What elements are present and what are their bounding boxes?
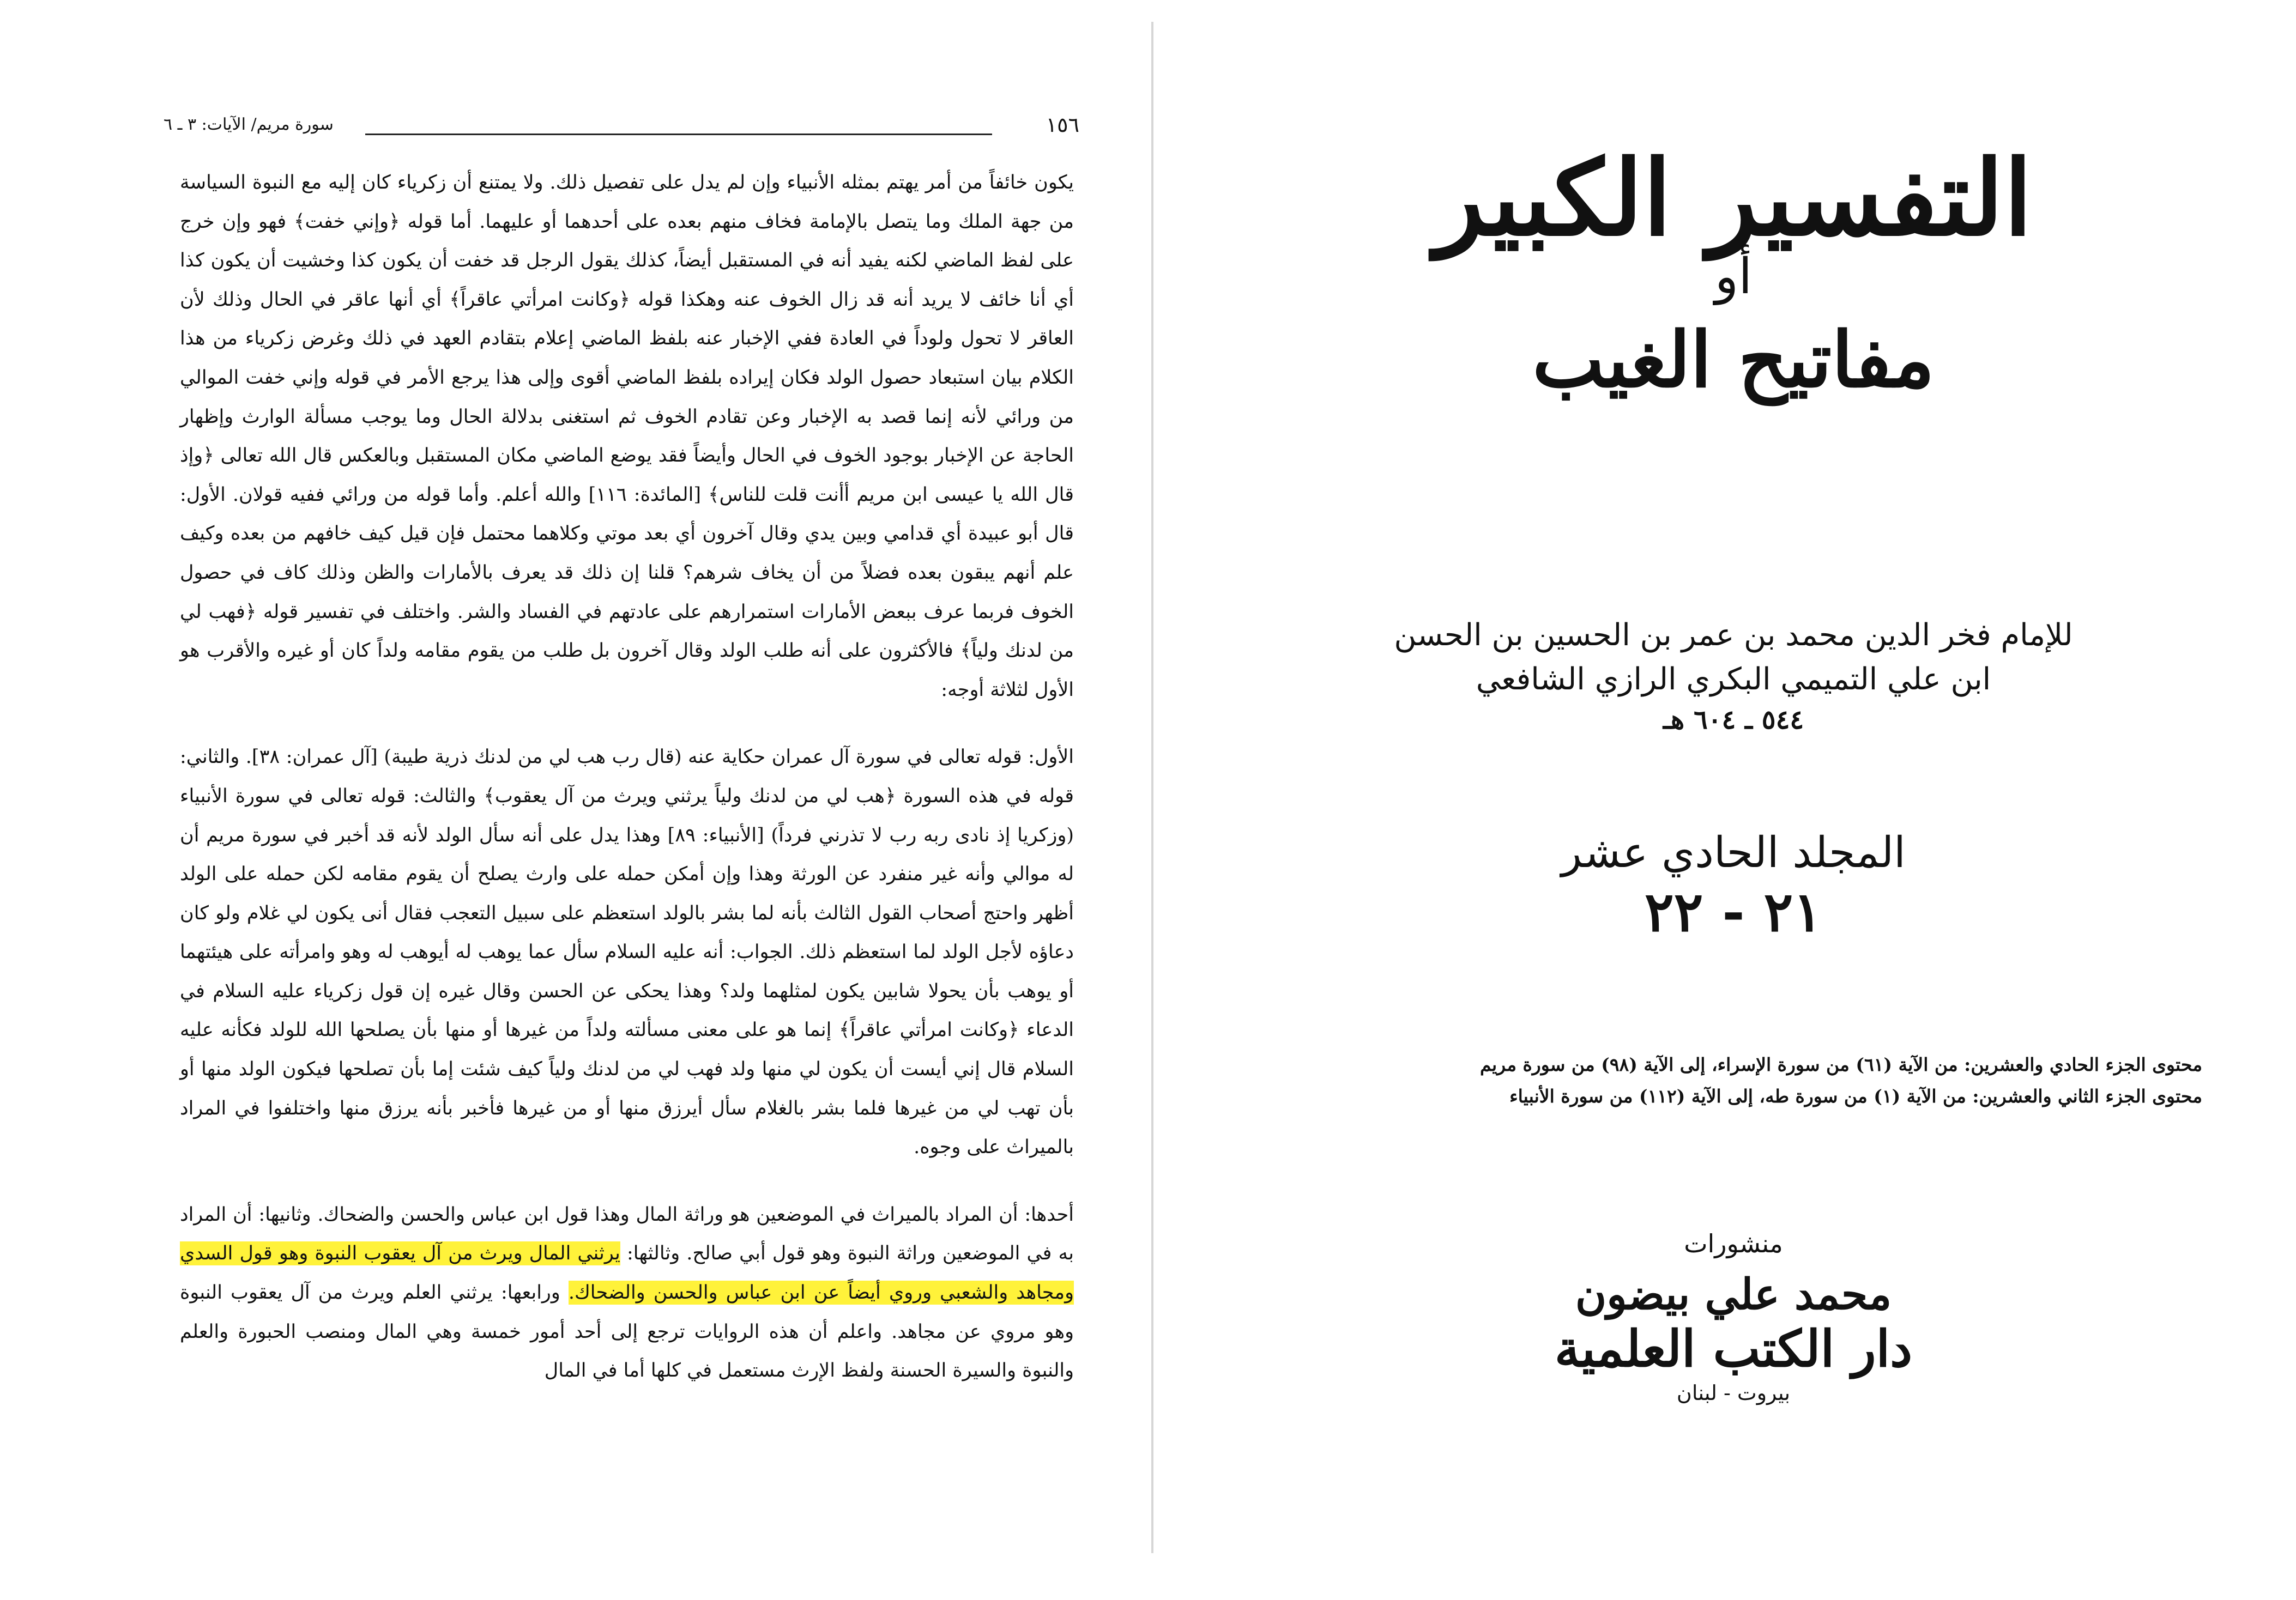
running-head xyxy=(164,112,1079,150)
author-name-line1: للإمام فخر الدين محمد بن عمر بن الحسين بن الحسن xyxy=(1394,617,2073,653)
book-title: التفسير الكبير xyxy=(1434,137,2033,259)
paragraph-text-after: ورابعها: يرثني العلم ويرث من آل يعقوب النبوة وهو مروي عن مجاهد. واعلم أن هذه الروايات ترجع إلى أحد أمور خمسة وهي المال ومنصب الحبورة والعلم والنبوة والسيرة الحسنة ولفظ الإرث مستعمل في كلها أما في المال xyxy=(180,1282,1074,1382)
volume-label: المجلد الحادي عشر xyxy=(1561,828,1906,877)
volume-block xyxy=(1483,826,1984,943)
author-name-line2: ابن علي التميمي البكري الرازي الشافعي xyxy=(1476,662,1991,698)
publisher-label: منشورات xyxy=(1684,1229,1783,1258)
highlighted-passage: يرثني المال ويرث من آل يعقوب النبوة وهو قول السدي ومجاهد والشعبي وروي أيضاً عن ابن عباس والحسن والضحاك. xyxy=(180,1243,1074,1304)
contents-block xyxy=(1270,1049,2202,1112)
paragraph-text-before: أحدها: أن المراد بالميراث في الموضعين هو وراثة المال وهذا قول ابن عباس والحسن والضحاك. وثانيها: أن المراد به في الموضعين وراثة النبوة وهو قول أبي صالح. وثالثها: xyxy=(180,1203,1074,1265)
publisher-name: محمد علي بيضون xyxy=(1575,1270,1892,1319)
gutter-divider xyxy=(1151,22,1153,1553)
title-block xyxy=(1395,136,2071,406)
author-block xyxy=(1352,613,2115,735)
publisher-city: بيروت - لبنان xyxy=(1676,1381,1791,1405)
book-subtitle: مفاتيح الغيب xyxy=(1532,316,1935,405)
publisher-block xyxy=(1548,1229,1919,1405)
publisher-house: دار الكتب العلمية xyxy=(1554,1319,1913,1378)
running-head-rule xyxy=(365,134,992,135)
running-head-title: سورة مريم/ الآيات: ٣ ـ ٦ xyxy=(164,115,334,134)
paragraph: الأول: قوله تعالى في سورة آل عمران حكاية عنه (قال رب هب لي من لدنك ذرية طيبة) [آل عمران: ٣٨]. والثاني: قوله في هذه السورة ﴿هب لي من لدنك ولياً يرثني ويرث من آل يعقوب﴾ والثالث: قوله تعالى في سورة الأنبياء (وزكريا إذ نادى ربه رب لا تذرني فرداً) [الأنبياء: ٨٩] وهذا يدل على أنه سأل الولد لأنه قد أخبر في سورة مريم أن له موالي وأنه غير منفرد عن الورثة وهذا وإن أمكن حمله على وارث يصلح أن يقوم مقامه لكن حمله على الولد أظهر واحتج أصحاب القول الثالث بأنه لما بشر بالولد استعظم على سبيل التعجب فقال أنى يكون لي غلام ولو كان دعاؤه لأجل الولد لما استعظم ذلك. الجواب: أنه عليه السلام سأل عما يوهب له أيوهب له وهو وامرأته على هيئتهما أو يوهب بأن يحولا شابين يكون لمثلهما ولد؟ وهذا يحكى عن الحسن وقال غيره إن قول زكرياء عليه السلام في الدعاء ﴿وكانت امرأتي عاقراً﴾ إنما هو على معنى مسألته ولداً من غيرها أو منها بأن يصلحها الله للولد فكأنه عليه السلام قال إني أيست أن يكون لي منها ولد فهب لي من لدنك ولياً كيف شئت إما بأن تصلحها فيكون الولد منها أو بأن تهب لي من غيرها فلما بشر بالغلام سأل أيرزق منها أو من غيرها فأخبر بأنه يرزق منها واختلفوا في المراد بالميراث على وجوه. xyxy=(180,746,1074,1159)
paragraph-highlighted xyxy=(180,1196,1074,1391)
contents-line: محتوى الجزء الحادي والعشرين: من الآية (٦١) من سورة الإسراء، إلى الآية (٩٨) من سورة مريم xyxy=(1479,1054,2202,1075)
left-page xyxy=(0,0,1145,1600)
right-page xyxy=(1156,0,2296,1600)
volume-parts: ٢١ - ٢٢ xyxy=(1645,880,1822,944)
contents-line: محتوى الجزء الثاني والعشرين: من الآية (١) من سورة طه، إلى الآية (١١٢) من سورة الأنبياء xyxy=(1509,1086,2202,1107)
page-number: ١٥٦ xyxy=(1046,113,1079,137)
body-text xyxy=(180,163,1074,1391)
paragraph: يكون خائفاً من أمر يهتم بمثله الأنبياء وإن لم يدل على تفصيل ذلك. ولا يمتنع أن زكرياء كان إليه مع النبوة السياسة من جهة الملك وما يتصل بالإمامة فخاف منهم بعده على أحدهما أو عليهما. أما قوله ﴿وإني خفت﴾ فهو وإن خرج على لفظ الماضي لكنه يفيد أنه في المستقبل أيضاً، كذلك يقول الرجل قد خفت أن يكون كذا وخشيت أن يكون كذا أي أنا خائف لا يريد أنه قد زال الخوف عنه وهكذا قوله ﴿وكانت امرأتي عاقراً﴾ أي أنها عاقر في الحال وذلك لأن العاقر لا تحول ولوداً في العادة ففي الإخبار عنه بلفظ الماضي إعلام بتقادم العهد في ذلك وغرض زكرياء من هذا الكلام بيان استبعاد حصول الولد فكان إيراده بلفظ الماضي أقوى وإلى هذا يرجع الأمر في قوله وإني خفت الموالي من ورائي لأنه إنما قصد به الإخبار وعن تقادم الخوف ثم استغنى بدلالة الحال وما يوجب مسألة الوارث وإظهار الحاجة عن الإخبار بوجود الخوف في الحال وأيضاً فقد يوضع الماضي مكان المستقبل وبالعكس قال الله تعالى ﴿وإذ قال الله يا عيسى ابن مريم أأنت قلت للناس﴾ [المائدة: ١١٦] والله أعلم. وأما قوله من ورائي ففيه قولان. الأول: قال أبو عبيدة أي قدامي وبين يدي وقال آخرون أي بعد موتي وكلاهما محتمل فإن قيل كيف خافهم من بعده وكيف علم أنهم يبقون بعده فضلاً من أن يخاف شرهم؟ قلنا إن ذلك قد يعرف بالأمارات والظن وذلك كاف في حصول الخوف فربما عرف ببعض الأمارات استمرارهم على عادتهم في الفساد والشر. واختلف في تفسير قوله ﴿فهب لي من لدنك ولياً﴾ فالأكثرون على أنه طلب الولد وقال آخرون بل طلب من يقوم مقامه ولداً كان أو غيره والأقرب هو الأول لثلاثة أوجه: xyxy=(180,172,1074,701)
title-conjunction: أو xyxy=(1714,248,1753,305)
author-dates: ٥٤٤ ـ ٦٠٤ هـ xyxy=(1663,705,1804,736)
